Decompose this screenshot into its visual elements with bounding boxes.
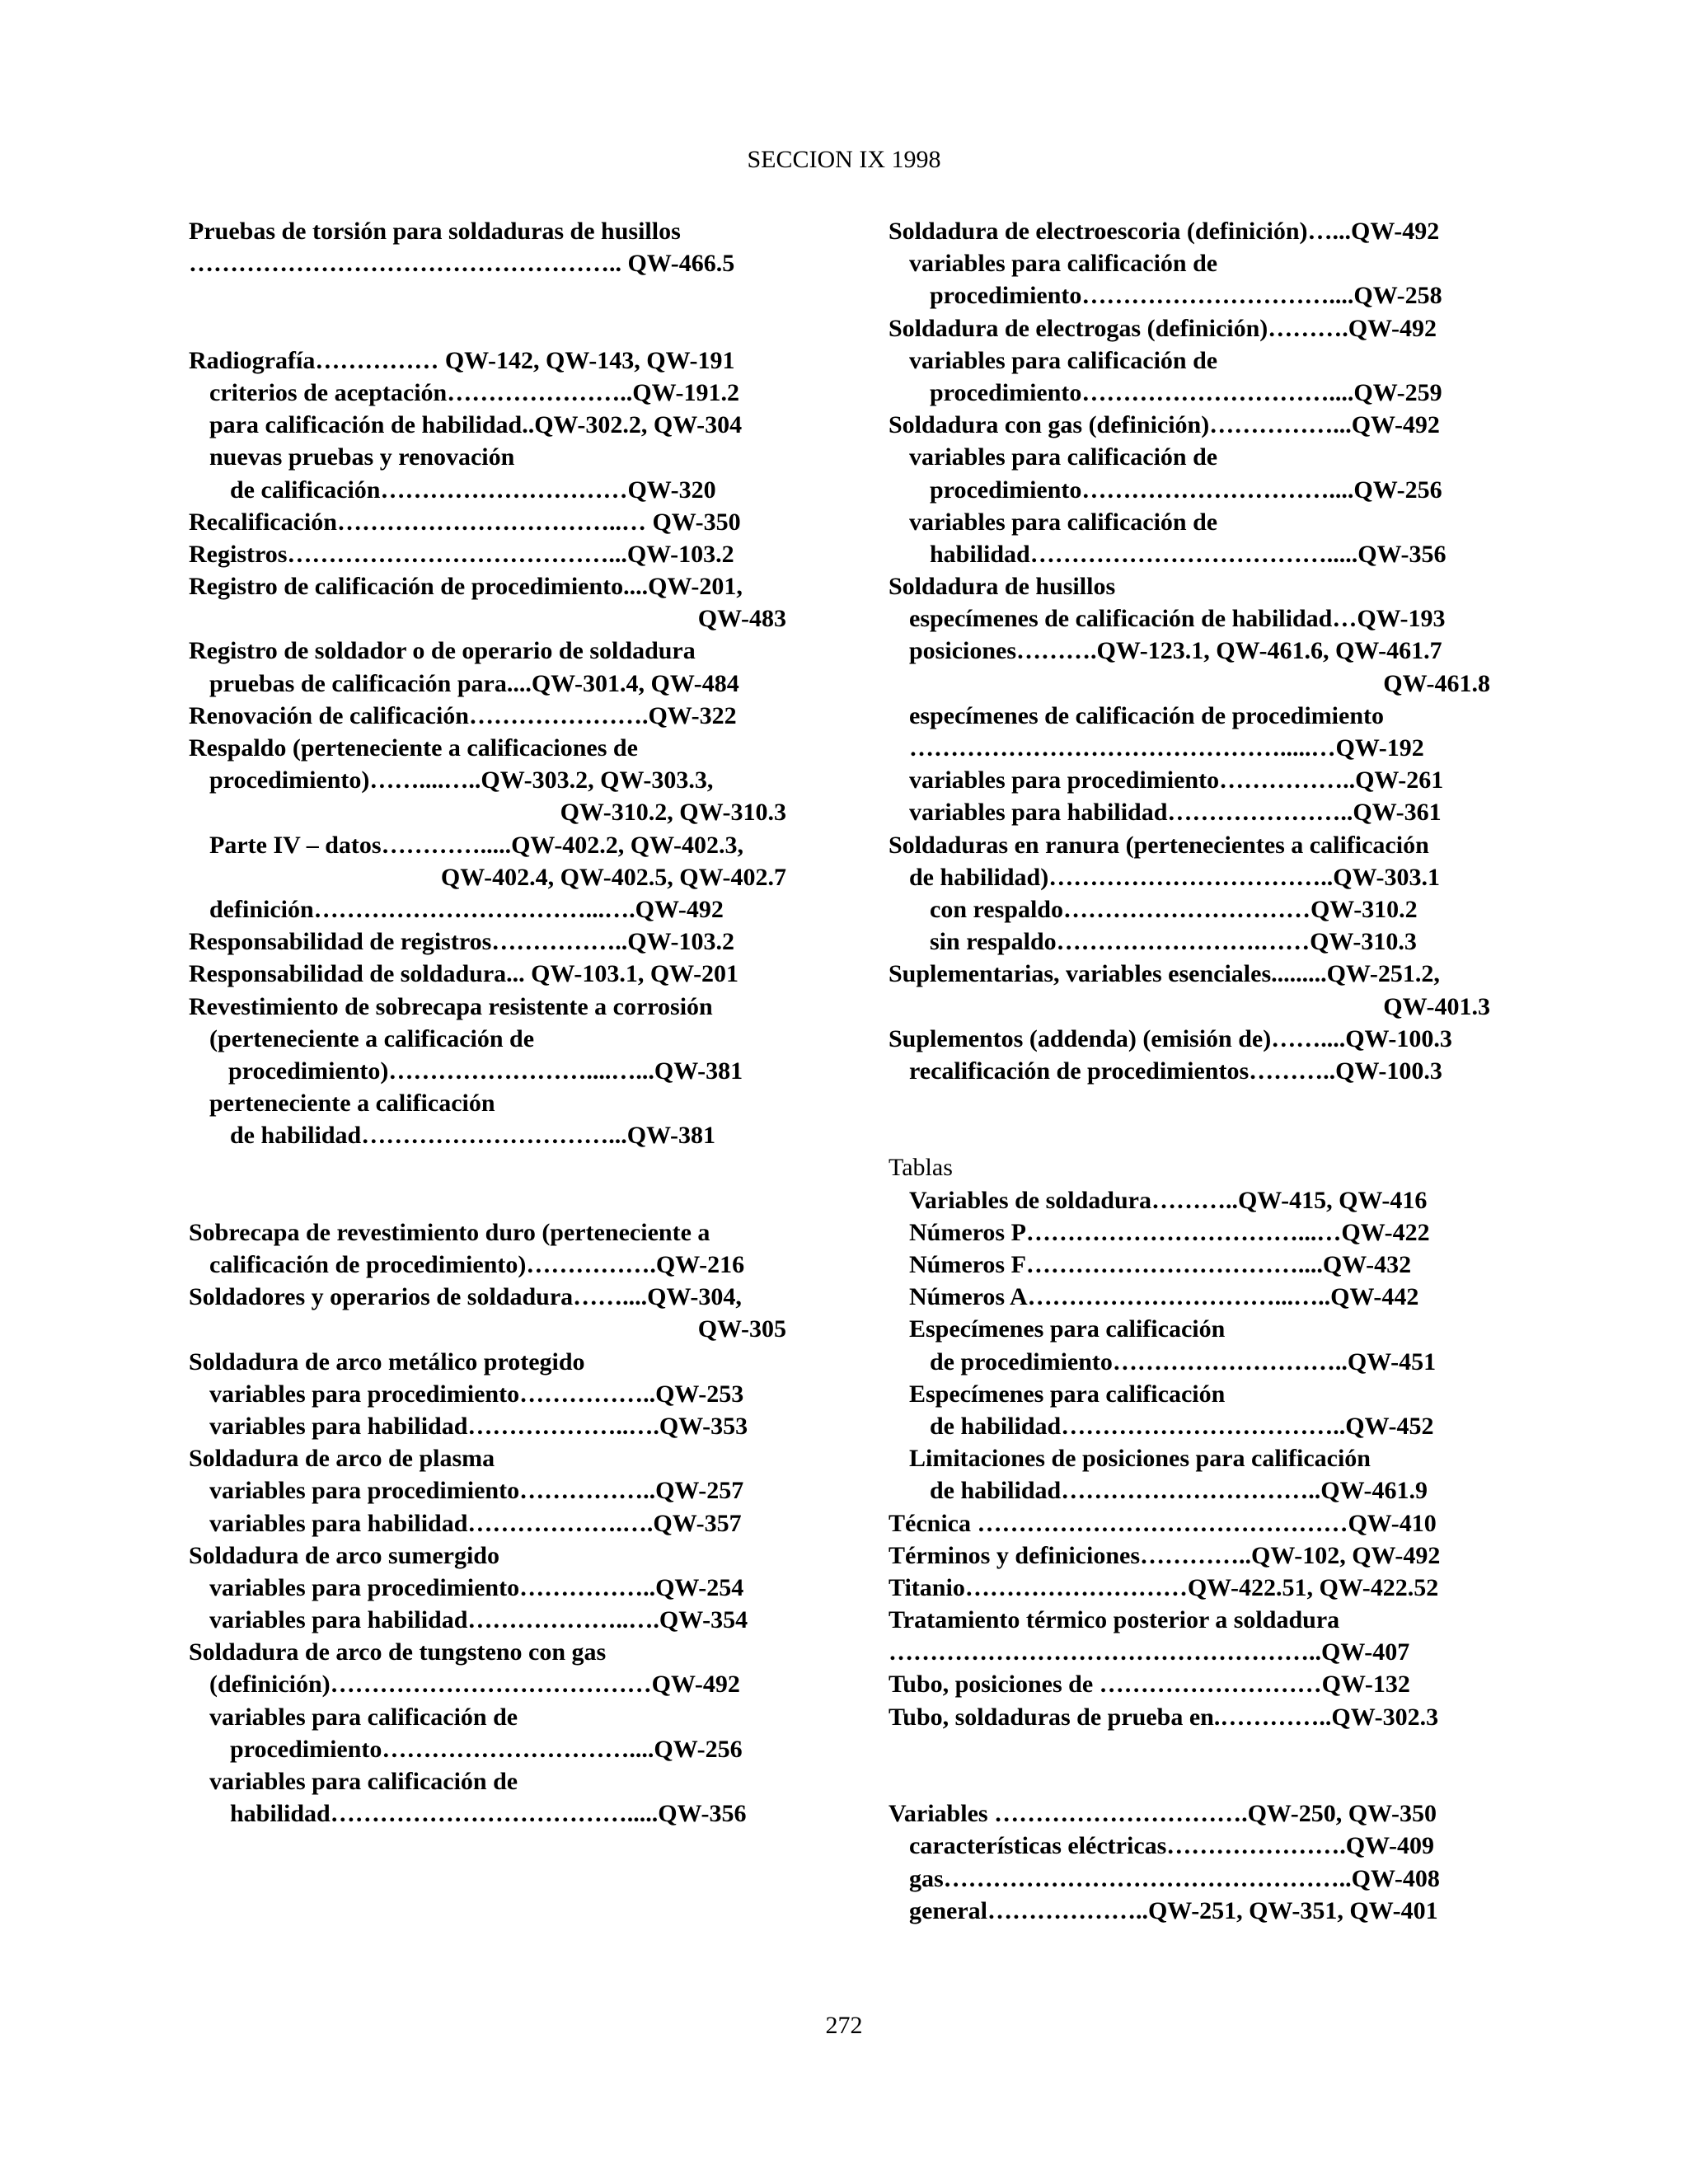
index-entry: Soldadura de arco sumergido xyxy=(189,1541,499,1569)
index-entry: variables para habilidad………………..….QW-354 xyxy=(209,1606,748,1634)
index-entry: recalificación de procedimientos………..QW-100.3 xyxy=(909,1057,1442,1085)
blank-line xyxy=(189,1184,786,1216)
page-header: SECCION IX 1998 xyxy=(747,146,941,173)
index-entry: Números A…………………………...…..QW-442 xyxy=(909,1283,1419,1311)
index-entry: de habilidad…………………………..QW-461.9 xyxy=(930,1477,1428,1505)
blank-line xyxy=(889,1119,1490,1151)
index-entry: variables para calificación de xyxy=(209,1703,518,1731)
index-entry: habilidad……………………………….....QW-356 xyxy=(930,540,1447,568)
index-entry: ……………………………………………..QW-407 xyxy=(889,1638,1410,1666)
blank-line xyxy=(889,1087,1490,1119)
index-entry: Tubo, soldaduras de prueba en.…………..QW-302.3 xyxy=(889,1703,1439,1731)
index-entry: especímenes de calificación de procedimiento xyxy=(909,701,1385,729)
index-entry: general………………..QW-251, QW-351, QW-401 xyxy=(909,1896,1438,1924)
index-entry: perteneciente a calificación xyxy=(209,1090,495,1118)
index-entry: Términos y definiciones…………..QW-102, QW-492 xyxy=(889,1541,1441,1569)
index-entry: variables para habilidad……………….….QW-357 xyxy=(209,1509,742,1537)
index-entry: Registros…………………………………...QW-103.2 xyxy=(189,540,734,568)
index-entry: Respaldo (perteneciente a calificaciones de xyxy=(189,734,638,762)
index-entry: procedimiento)……....…..QW-303.2, QW-303.3, xyxy=(209,766,714,794)
page-number: 272 xyxy=(825,2012,863,2039)
index-entry: Recalificación……………………………..… QW-350 xyxy=(189,508,741,536)
index-entry: procedimiento…………………………....QW-256 xyxy=(930,476,1442,504)
index-entry: Sobrecapa de revestimiento duro (perteneciente a xyxy=(189,1218,710,1246)
index-entry: definición……………………………...….QW-492 xyxy=(209,895,724,923)
index-entry: Registro de calificación de procedimiento....QW-201, xyxy=(189,573,743,601)
index-entry: Especímenes para calificación xyxy=(909,1380,1226,1408)
index-entry: variables para procedimiento……………..QW-254 xyxy=(209,1573,744,1601)
index-entry: Soldadura de arco de plasma xyxy=(189,1445,495,1473)
index-entry: Responsabilidad de soldadura... QW-103.1, QW-201 xyxy=(189,960,739,988)
index-entry: ……………………………………….....…QW-192 xyxy=(909,734,1424,762)
index-entry: Radiografía…………… QW-142, QW-143, QW-191 xyxy=(189,346,735,374)
index-entry: Pruebas de torsión para soldaduras de husillos xyxy=(189,218,681,245)
index-entry: Suplementos (addenda) (emisión de)……....QW-100.3 xyxy=(889,1024,1452,1052)
index-entry: Limitaciones de posiciones para calificación xyxy=(909,1445,1371,1473)
index-entry: Parte IV – datos………….....QW-402.2, QW-402.3, xyxy=(209,831,744,859)
index-entry: Tubo, posiciones de ………………………QW-132 xyxy=(889,1671,1410,1699)
index-entry: variables para calificación de xyxy=(909,443,1218,471)
index-entry: para calificación de habilidad..QW-302.2, QW-304 xyxy=(209,411,743,439)
blank-line xyxy=(889,1733,1490,1765)
index-entry: Soldaduras en ranura (pertenecientes a calificación xyxy=(889,831,1429,859)
index-entry: Renovación de calificación………………….QW-322 xyxy=(189,701,737,729)
index-entry: especímenes de calificación de habilidad…QW-193 xyxy=(909,605,1446,633)
index-entry: QW-310.2, QW-310.3 xyxy=(560,799,786,827)
index-entry: procedimiento…………………………....QW-256 xyxy=(230,1735,743,1763)
index-entry: pruebas de calificación para....QW-301.4, QW-484 xyxy=(209,669,739,697)
index-entry: QW-401.3 xyxy=(1383,992,1490,1020)
index-entry: de habilidad…………………………...QW-381 xyxy=(230,1122,715,1150)
index-entry: calificación de procedimiento)…………….QW-216 xyxy=(209,1251,745,1278)
index-entry: variables para calificación de xyxy=(909,346,1218,374)
blank-line xyxy=(189,279,786,312)
index-entry: Soldadura de electrogas (definición)……….QW-492 xyxy=(889,314,1437,342)
index-entry: variables para calificación de xyxy=(209,1768,518,1795)
index-entry: Suplementarias, variables esenciales.........QW-251.2, xyxy=(889,960,1440,988)
index-entry: …………………………………………….. QW-466.5 xyxy=(189,250,735,278)
index-entry: variables para calificación de xyxy=(909,508,1218,536)
index-entry: de habilidad……………………………..QW-452 xyxy=(930,1412,1434,1440)
index-entry: Técnica ………………………………………QW-410 xyxy=(889,1509,1437,1537)
index-entry: características eléctricas………………….QW-409 xyxy=(909,1832,1435,1860)
blank-line xyxy=(889,1765,1490,1797)
index-entry: variables para habilidad…………………..QW-361 xyxy=(909,799,1442,827)
index-entry: Variables de soldadura………..QW-415, QW-416 xyxy=(909,1186,1428,1214)
index-column-right xyxy=(889,215,1490,1927)
index-entry: QW-402.4, QW-402.5, QW-402.7 xyxy=(440,863,786,891)
index-entry: criterios de aceptación…………………..QW-191.2 xyxy=(209,378,739,406)
index-entry: habilidad……………………………….....QW-356 xyxy=(230,1800,747,1828)
index-entry: sin respaldo…………………….……QW-310.3 xyxy=(930,928,1417,956)
index-entry: Números P……………………………...…QW-422 xyxy=(909,1218,1430,1246)
index-entry: procedimiento…………………………....QW-259 xyxy=(930,378,1442,406)
index-entry: Soldadura con gas (definición)……………...QW-492 xyxy=(889,411,1440,439)
index-entry: QW-461.8 xyxy=(1383,669,1490,697)
index-entry: nuevas pruebas y renovación xyxy=(209,443,515,471)
index-entry: variables para procedimiento……………..QW-257 xyxy=(209,1477,744,1505)
index-entry: Soldadura de arco de tungsteno con gas xyxy=(189,1638,607,1666)
index-entry: variables para calificación de xyxy=(909,250,1218,278)
blank-line xyxy=(189,312,786,344)
index-entry: de calificación…………………………QW-320 xyxy=(230,476,716,504)
index-entry: Tablas xyxy=(889,1154,953,1182)
index-entry: Especímenes para calificación xyxy=(909,1315,1226,1343)
index-entry: Soldadura de husillos xyxy=(889,573,1116,601)
index-entry: de habilidad)……………………………..QW-303.1 xyxy=(909,863,1440,891)
index-entry: variables para procedimiento……………..QW-261 xyxy=(909,766,1444,794)
index-entry: posiciones……….QW-123.1, QW-461.6, QW-461.7 xyxy=(909,637,1442,665)
index-entry: Titanio………………………QW-422.51, QW-422.52 xyxy=(889,1573,1439,1601)
index-entry: con respaldo…………………………QW-310.2 xyxy=(930,895,1418,923)
index-entry: QW-483 xyxy=(697,605,786,633)
blank-line xyxy=(189,1151,786,1183)
index-column-left xyxy=(189,215,786,1830)
index-entry: procedimiento…………………………....QW-258 xyxy=(930,282,1442,310)
index-entry: Soldadura de electroescoria (definición)…...QW-492 xyxy=(889,218,1440,245)
index-entry: Registro de soldador o de operario de soldadura xyxy=(189,637,696,665)
index-entry: Números F……………………………....QW-432 xyxy=(909,1251,1412,1278)
index-entry: Responsabilidad de registros……………..QW-103.2 xyxy=(189,928,735,956)
index-entry: procedimiento)……………………....…...QW-381 xyxy=(228,1057,743,1085)
index-entry: de procedimiento………………………..QW-451 xyxy=(930,1347,1437,1376)
index-entry: variables para procedimiento……………..QW-253 xyxy=(209,1380,744,1408)
index-entry: Revestimiento de sobrecapa resistente a corrosión xyxy=(189,992,713,1020)
index-entry: gas…………………………………………..QW-408 xyxy=(909,1864,1440,1892)
index-entry: Soldadura de arco metálico protegido xyxy=(189,1347,585,1376)
index-entry: (definición)…………………………………QW-492 xyxy=(209,1671,740,1699)
index-entry: Tratamiento térmico posterior a soldadura xyxy=(889,1606,1340,1634)
index-entry: variables para habilidad………………..….QW-353 xyxy=(209,1412,748,1440)
index-entry: QW-305 xyxy=(697,1315,786,1343)
index-entry: Soldadores y operarios de soldadura……....QW-304, xyxy=(189,1283,742,1311)
index-entry: Variables ………………………….QW-250, QW-350 xyxy=(889,1800,1437,1828)
index-entry: (perteneciente a calificación de xyxy=(209,1024,535,1052)
